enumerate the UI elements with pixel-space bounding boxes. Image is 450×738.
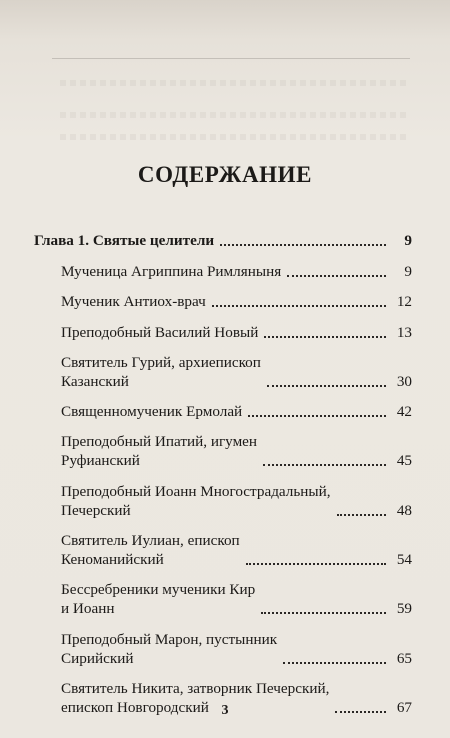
entry-title-line: епископ Новгородский [61, 698, 209, 716]
toc-entries [34, 262, 412, 717]
entry-page: 48 [396, 501, 412, 519]
entry-title-line: и Иоанн [61, 600, 115, 618]
toc-entry [34, 353, 412, 391]
toc-entry [34, 323, 412, 342]
toc-entry [34, 402, 412, 421]
dot-leader [264, 336, 386, 338]
dot-leader [212, 305, 386, 307]
entry-title-line: Казанский [61, 372, 129, 390]
dot-leader [287, 275, 386, 277]
page-number: 3 [221, 703, 229, 718]
dot-leader [248, 415, 386, 417]
chapter-page: 9 [404, 232, 412, 249]
toc-entry [34, 432, 412, 470]
entry-title-line: Печерский [61, 501, 131, 519]
show-through-text [60, 80, 410, 86]
entry-title-line: Преподобный Ипатий, игумен [61, 433, 258, 451]
show-through-text [60, 112, 410, 118]
show-through-rule [52, 58, 410, 59]
entry-title-line: Преподобный Василий Новый [61, 323, 259, 341]
entry-page: 12 [396, 293, 412, 311]
dot-leader [337, 514, 386, 516]
entry-page: 45 [396, 452, 412, 470]
entry-page: 13 [396, 323, 412, 341]
show-through-text [60, 134, 410, 140]
entry-title-line: Руфианский [61, 452, 140, 470]
entry-page: 42 [396, 403, 412, 421]
entry-title-line: Священномученик Ермолай [61, 403, 243, 421]
dot-leader [261, 612, 386, 614]
table-of-contents [34, 231, 412, 728]
dot-leader [246, 563, 386, 565]
chapter-title: Глава 1. Святые целители [34, 232, 215, 249]
entry-page: 65 [396, 649, 412, 667]
dot-leader [283, 662, 386, 664]
entry-title-line: Святитель Иулиан, епископ [61, 532, 240, 550]
entry-title-line: Мученик Антиох-врач [61, 293, 206, 311]
dot-leader [263, 464, 386, 466]
entry-title-line: Сирийский [61, 649, 134, 667]
toc-entry [34, 580, 412, 618]
entry-title-line: Бессребреники мученики Кир [61, 581, 256, 599]
entry-page: 67 [396, 698, 412, 716]
toc-entry [34, 482, 412, 520]
entry-title-line: Преподобный Иоанн Многострадальный, [61, 482, 331, 500]
toc-entry [34, 630, 412, 668]
entry-title-line: Святитель Гурий, архиепископ [61, 353, 261, 371]
toc-entry [34, 262, 412, 281]
page-title: СОДЕРЖАНИЕ [137, 162, 313, 187]
dot-leader [267, 385, 386, 387]
entry-page: 54 [396, 551, 412, 569]
entry-page: 9 [404, 263, 412, 280]
entry-title-line: Преподобный Марон, пустынник [61, 630, 278, 648]
entry-page: 30 [396, 372, 412, 390]
toc-entry [34, 531, 412, 569]
entry-title-line: Святитель Никита, затворник Печерский, [61, 679, 330, 697]
toc-entry [34, 292, 412, 311]
entry-page: 59 [396, 600, 412, 618]
dot-leader [220, 244, 386, 246]
entry-title-line: Кеноманийский [61, 551, 164, 569]
entry-title-line: Мученица Агриппина Римляныня [61, 263, 282, 280]
toc-chapter [34, 231, 412, 250]
